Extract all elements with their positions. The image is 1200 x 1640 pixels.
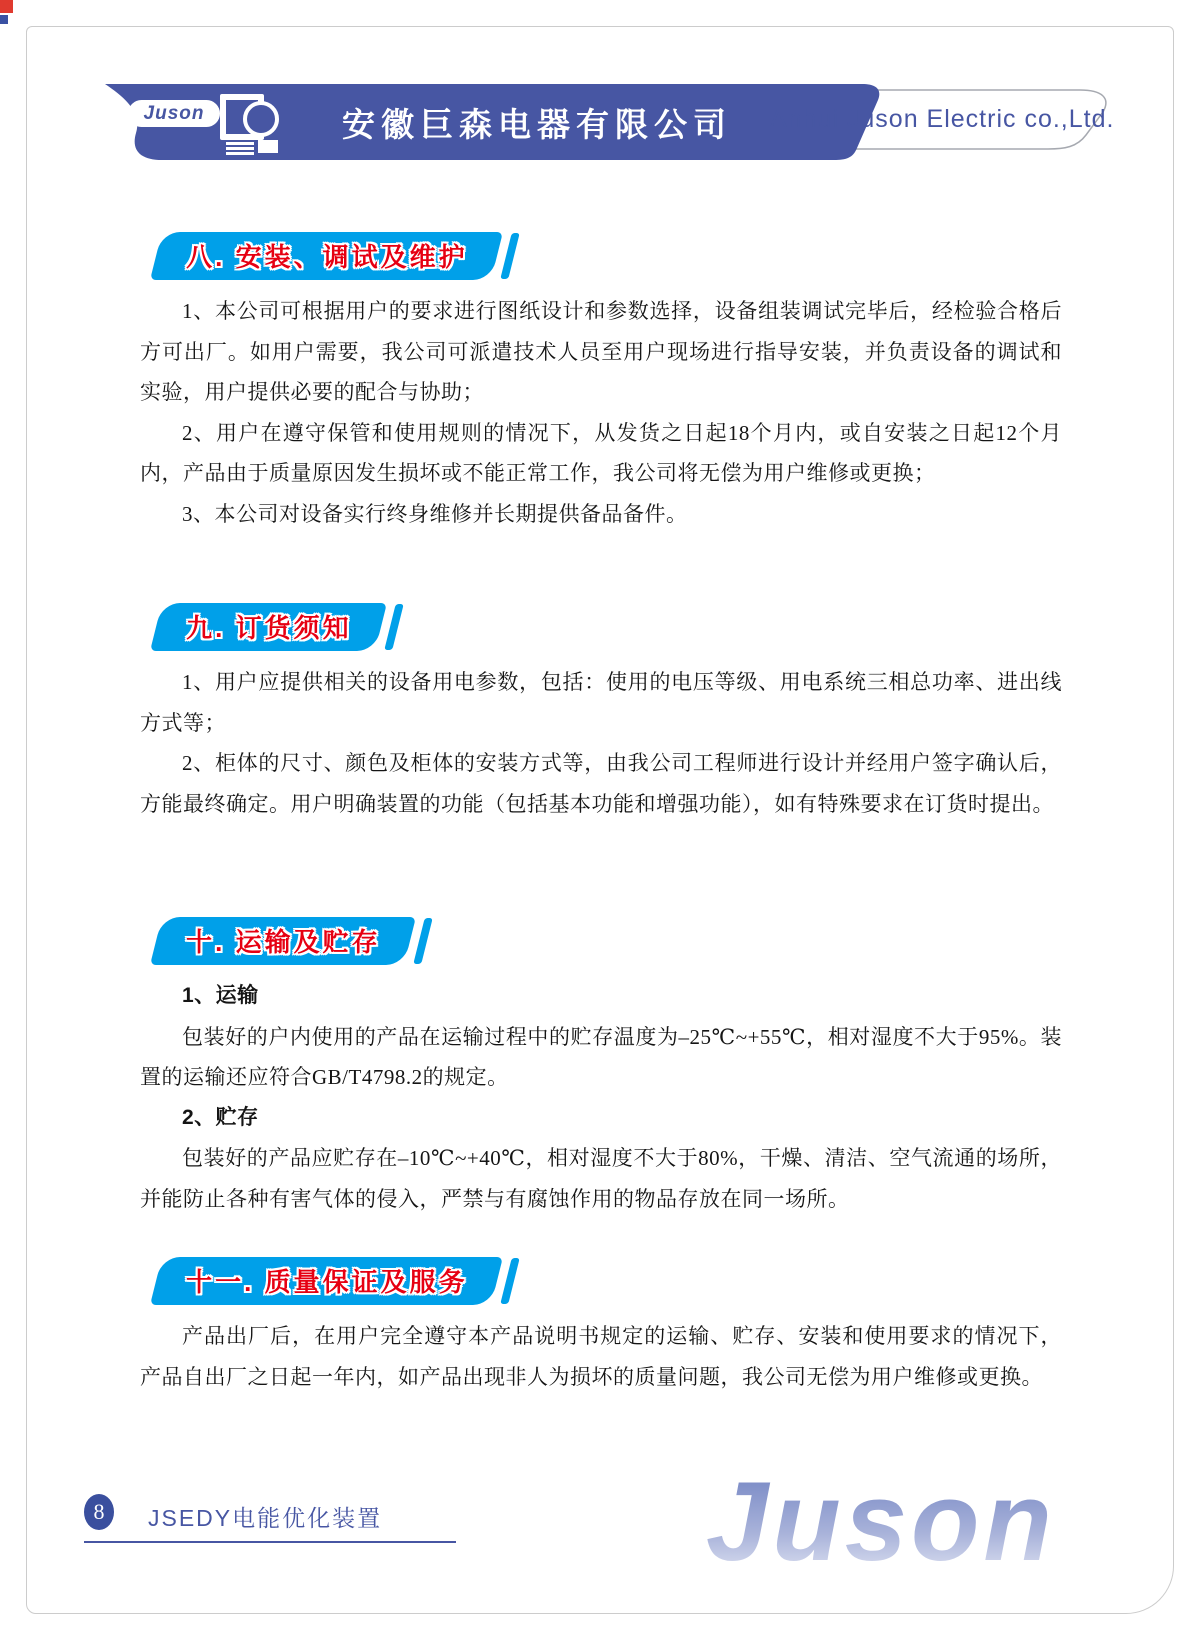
section-body [140,291,1062,534]
section-heading: 十一. 质量保证及服务 [186,1267,468,1297]
logo-wordmark: Juson [128,100,220,127]
banner-stripe-decoration [501,233,520,279]
footer-watermark [700,1448,1120,1593]
print-corner-mark-blue [0,15,8,24]
banner-stripe-decoration [414,918,433,964]
subheading-transport: 1、运输 [182,984,259,1007]
footer-divider-line [84,1541,456,1543]
section-heading: 十. 运输及贮存 [186,927,381,957]
paragraph: 2、柜体的尺寸、颜色及柜体的安装方式等，由我公司工程师进行设计并经用户签字确认后，方能最终确定。用户明确装置的功能（包括基本功能和增强功能），如有特殊要求在订货时提出。 [140,751,1062,816]
paragraph: 包装好的户内使用的产品在运输过程中的贮存温度为–25℃~+55℃，相对湿度不大于95%。装置的运输还应符合GB/T4798.2的规定。 [140,1024,1062,1089]
paragraph: 1、本公司可根据用户的要求进行图纸设计和参数选择，设备组装调试完毕后，经检验合格后方可出厂。如用户需要，我公司可派遣技术人员至用户现场进行指导安装，并负责设备的调试和实验，用户提供必要的配合与协助； [140,299,1062,404]
watermark-text: Juson [706,1459,1056,1584]
company-name-chinese: 安徽巨森电器有限公司 [342,106,732,143]
paragraph: 1、用户应提供相关的设备用电参数，包括：使用的电压等级、用电系统三相总功率、进出线方式等； [140,670,1062,735]
paragraph: 2、用户在遵守保管和使用规则的情况下，从发货之日起18个月内，或自安装之日起12个月内，产品由于质量原因发生损坏或不能正常工作，我公司将无偿为用户维修或更换； [140,420,1062,485]
section-heading-banner [150,603,387,651]
section-installation-maintenance [140,232,1062,534]
paragraph: 3、本公司对设备实行终身维修并长期提供备品备件。 [182,501,688,526]
banner-stripe-decoration [385,604,404,650]
subheading-storage: 2、贮存 [182,1105,259,1129]
page-header [80,82,1120,166]
section-body [140,976,1062,1219]
print-corner-mark-red [0,0,13,13]
section-heading-banner [150,232,503,280]
page-number-badge: 8 [84,1494,114,1530]
section-body [140,662,1062,824]
paragraph: 产品出厂后，在用户完全遵守本产品说明书规定的运输、贮存、安装和使用要求的情况下，产品自出厂之日起一年内，如产品出现非人为损坏的质量问题，我公司无偿为用户维修或更换。 [140,1324,1062,1389]
section-heading-banner [150,917,416,965]
banner-stripe-decoration [501,1258,520,1304]
footer-product-label: JSEDY电能优化装置 [148,1505,383,1531]
section-heading: 九. 订货须知 [186,613,352,643]
section-heading-banner [150,1257,503,1305]
company-name-english: Anhui Juson Electric co.,Ltd. [770,105,1115,133]
section-transport-storage [140,917,1062,1219]
section-ordering-instructions [140,603,1062,824]
section-body [140,1316,1062,1397]
section-quality-assurance [140,1257,1062,1397]
paragraph: 包装好的产品应贮存在–10℃~+40℃，相对湿度不大于80%，干燥、清洁、空气流通的场所，并能防止各种有害气体的侵入，严禁与有腐蚀作用的物品存放在同一场所。 [140,1146,1062,1211]
section-heading: 八. 安装、调试及维护 [186,242,468,272]
